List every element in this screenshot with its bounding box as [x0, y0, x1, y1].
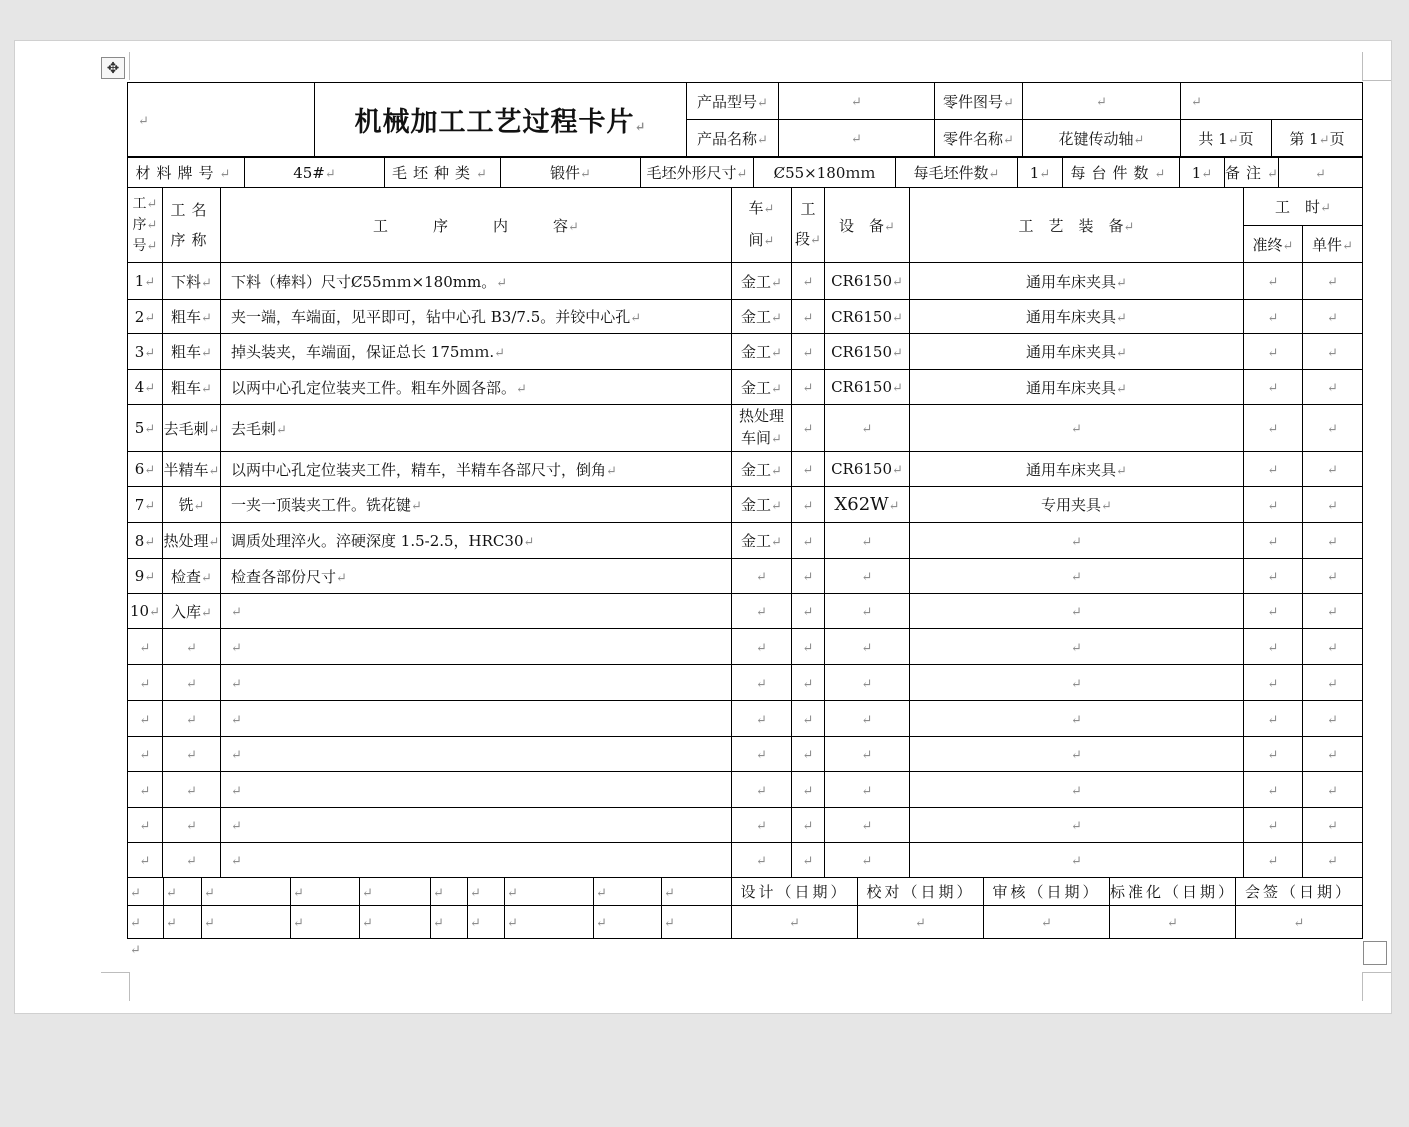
row-equipment-cell[interactable]: ↵	[825, 523, 910, 559]
col-header-prep: 准终↵	[1244, 226, 1303, 263]
row-name-cell[interactable]: 热处理↵	[163, 523, 221, 559]
row-equipment-cell[interactable]: X62W↵	[825, 487, 910, 523]
row-name-cell[interactable]: 下料↵	[163, 263, 221, 300]
signoff-standard-label: 标准化（日期）	[1110, 878, 1236, 906]
row-equipment-cell[interactable]: ↵	[825, 629, 910, 665]
row-name-cell[interactable]: 半精车↵	[163, 452, 221, 487]
process-row-empty	[128, 701, 1363, 737]
col-header-name: 工名 序称	[163, 188, 221, 263]
row-name-cell[interactable]: 入库↵	[163, 594, 221, 629]
signoff-blank-cell[interactable]: ↵	[594, 878, 662, 906]
signoff-blank-cell[interactable]: ↵	[128, 878, 164, 906]
row-equipment-cell[interactable]: ↵	[825, 808, 910, 843]
row-unit-cell[interactable]: ↵	[1303, 370, 1363, 405]
row-content-cell[interactable]: 以两中心孔定位装夹工件。粗车外圆各部。↵	[221, 370, 732, 405]
signoff-check-label: 校对（日期）	[858, 878, 984, 906]
row-content-cell[interactable]: ↵	[221, 843, 732, 878]
remarks-label: 备注↵	[1225, 158, 1279, 188]
row-workshop-cell[interactable]: ↵	[732, 808, 792, 843]
row-unit-cell[interactable]: ↵	[1303, 843, 1363, 878]
row-prep-cell[interactable]: ↵	[1244, 594, 1303, 629]
row-no-cell[interactable]: 8↵	[128, 523, 163, 559]
row-no-cell[interactable]: 3↵	[128, 334, 163, 370]
row-prep-cell[interactable]: ↵	[1244, 452, 1303, 487]
row-unit-cell[interactable]: ↵	[1303, 523, 1363, 559]
signoff-table	[127, 877, 1363, 939]
row-equipment-cell[interactable]: ↵	[825, 843, 910, 878]
row-tooling-cell[interactable]: ↵	[910, 772, 1244, 808]
process-row	[128, 334, 1363, 370]
signoff-blank-cell[interactable]: ↵	[202, 878, 291, 906]
col-header-equipment: 设 备↵	[825, 188, 910, 263]
row-unit-cell[interactable]: ↵	[1303, 701, 1363, 737]
row-content-cell[interactable]: 调质处理淬火。淬硬深度 1.5-2.5，HRC30↵	[221, 523, 732, 559]
row-equipment-cell[interactable]: CR6150↵	[825, 300, 910, 334]
row-unit-cell[interactable]: ↵	[1303, 263, 1363, 300]
row-equipment-cell[interactable]: ↵	[825, 701, 910, 737]
col-header-workshop: 车↵ 间↵	[732, 188, 792, 263]
col-header-unit: 单件↵	[1303, 226, 1363, 263]
row-content-cell[interactable]: ↵	[221, 629, 732, 665]
row-tooling-cell[interactable]: 通用车床夹具↵	[910, 370, 1244, 405]
row-no-cell[interactable]: ↵	[128, 737, 163, 772]
row-no-cell[interactable]: 10↵	[128, 594, 163, 629]
process-row	[128, 452, 1363, 487]
row-no-cell[interactable]: ↵	[128, 843, 163, 878]
col-header-section: 工 段↵	[792, 188, 825, 263]
process-table	[127, 187, 1363, 878]
row-content-cell[interactable]: 夹一端，车端面，见平即可，钻中心孔 B3/7.5。并铰中心孔↵	[221, 300, 732, 334]
row-name-cell[interactable]: ↵	[163, 665, 221, 701]
row-prep-cell[interactable]: ↵	[1244, 559, 1303, 594]
row-unit-cell[interactable]: ↵	[1303, 737, 1363, 772]
row-workshop-cell[interactable]: 金工↵	[732, 487, 792, 523]
row-prep-cell[interactable]: ↵	[1244, 487, 1303, 523]
process-row	[128, 487, 1363, 523]
per-machine-label: 每台件数↵	[1063, 158, 1180, 188]
paragraph-mark: ↵	[130, 943, 141, 958]
row-name-cell[interactable]: 去毛刺↵	[163, 405, 221, 452]
row-name-cell[interactable]: 粗车↵	[163, 370, 221, 405]
signoff-date-field[interactable]: ↵	[1110, 906, 1236, 939]
row-tooling-cell[interactable]: ↵	[910, 737, 1244, 772]
signoff-blank-cell[interactable]: ↵	[662, 906, 732, 939]
row-unit-cell[interactable]: ↵	[1303, 808, 1363, 843]
row-section-cell[interactable]: ↵	[792, 334, 825, 370]
col-header-no: 工↵ 序↵ 号↵	[128, 188, 163, 263]
row-content-cell[interactable]: 掉头装夹，车端面，保证总长 175ｍｍ.↵	[221, 334, 732, 370]
row-unit-cell[interactable]: ↵	[1303, 300, 1363, 334]
row-section-cell[interactable]: ↵	[792, 808, 825, 843]
col-header-hours: 工 时↵	[1244, 188, 1363, 226]
row-tooling-cell[interactable]: ↵	[910, 701, 1244, 737]
row-workshop-cell[interactable]: 金工↵	[732, 334, 792, 370]
row-workshop-cell[interactable]: ↵	[732, 772, 792, 808]
product-name-field[interactable]: ↵	[779, 120, 935, 157]
row-no-cell[interactable]: 2↵	[128, 300, 163, 334]
col-header-tooling: 工 艺 装 备↵	[910, 188, 1244, 263]
signoff-blank-cell[interactable]: ↵	[594, 906, 662, 939]
row-content-cell[interactable]: ↵	[221, 772, 732, 808]
per-blank-field[interactable]: 1↵	[1018, 158, 1063, 188]
row-prep-cell[interactable]: ↵	[1244, 665, 1303, 701]
row-tooling-cell[interactable]: ↵	[910, 559, 1244, 594]
row-prep-cell[interactable]: ↵	[1244, 334, 1303, 370]
row-no-cell[interactable]: ↵	[128, 772, 163, 808]
margin-mark-bottom-left	[101, 972, 130, 1001]
row-no-cell[interactable]: 6↵	[128, 452, 163, 487]
row-section-cell[interactable]: ↵	[792, 405, 825, 452]
row-prep-cell[interactable]: ↵	[1244, 808, 1303, 843]
row-unit-cell[interactable]: ↵	[1303, 559, 1363, 594]
row-unit-cell[interactable]: ↵	[1303, 487, 1363, 523]
row-workshop-cell[interactable]: ↵	[732, 701, 792, 737]
row-content-cell[interactable]: 去毛刺↵	[221, 405, 732, 452]
part-drawing-field[interactable]: ↵	[1023, 83, 1181, 120]
row-tooling-cell[interactable]: ↵	[910, 808, 1244, 843]
row-section-cell[interactable]: ↵	[792, 523, 825, 559]
row-workshop-cell[interactable]: ↵	[732, 594, 792, 629]
signoff-blank-cell[interactable]: ↵	[164, 906, 202, 939]
process-row	[128, 300, 1363, 334]
row-content-cell[interactable]: ↵	[221, 701, 732, 737]
row-equipment-cell[interactable]: ↵	[825, 737, 910, 772]
row-section-cell[interactable]: ↵	[792, 665, 825, 701]
row-workshop-cell[interactable]: 热处理车间↵	[732, 405, 792, 452]
blank-type-label: 毛坯种类↵	[385, 158, 501, 188]
signoff-blank-cell[interactable]: ↵	[431, 906, 468, 939]
process-row-empty	[128, 772, 1363, 808]
per-blank-label: 每毛坯件数↵	[896, 158, 1018, 188]
row-prep-cell[interactable]: ↵	[1244, 370, 1303, 405]
row-section-cell[interactable]: ↵	[792, 701, 825, 737]
row-tooling-cell[interactable]: ↵	[910, 665, 1244, 701]
signoff-blank-cell[interactable]: ↵	[202, 906, 291, 939]
row-section-cell[interactable]: ↵	[792, 487, 825, 523]
signoff-countersign-label: 会签（日期）	[1236, 878, 1363, 906]
process-row	[128, 559, 1363, 594]
process-row	[128, 405, 1363, 452]
row-unit-cell[interactable]: ↵	[1303, 452, 1363, 487]
signoff-blank-cell[interactable]: ↵	[431, 878, 468, 906]
signoff-design-label: 设计（日期）	[732, 878, 858, 906]
material-field[interactable]: 45#↵	[245, 158, 385, 188]
row-equipment-cell[interactable]: ↵	[825, 559, 910, 594]
remarks-field[interactable]: ↵	[1279, 158, 1363, 188]
row-name-cell[interactable]: ↵	[163, 629, 221, 665]
row-tooling-cell[interactable]: ↵	[910, 405, 1244, 452]
margin-mark-bottom-right	[1362, 972, 1391, 1001]
process-row-empty	[128, 843, 1363, 878]
row-prep-cell[interactable]: ↵	[1244, 405, 1303, 452]
row-equipment-cell[interactable]: CR6150↵	[825, 452, 910, 487]
material-row-table	[127, 157, 1363, 188]
row-section-cell[interactable]: ↵	[792, 737, 825, 772]
process-row	[128, 370, 1363, 405]
row-tooling-cell[interactable]: ↵	[910, 523, 1244, 559]
row-no-cell[interactable]: 4↵	[128, 370, 163, 405]
row-section-cell[interactable]: ↵	[792, 559, 825, 594]
process-row	[128, 594, 1363, 629]
row-tooling-cell[interactable]: ↵	[910, 629, 1244, 665]
row-no-cell[interactable]: 7↵	[128, 487, 163, 523]
row-content-cell[interactable]: 一夹一顶装夹工件。铣花键↵	[221, 487, 732, 523]
row-name-cell[interactable]: 粗车↵	[163, 334, 221, 370]
row-name-cell[interactable]: 检查↵	[163, 559, 221, 594]
signoff-blank-cell[interactable]: ↵	[360, 906, 431, 939]
row-prep-cell[interactable]: ↵	[1244, 300, 1303, 334]
process-row-empty	[128, 665, 1363, 701]
header-blank-cell[interactable]: ↵	[128, 83, 315, 157]
row-tooling-cell[interactable]: ↵	[910, 594, 1244, 629]
process-row-empty	[128, 808, 1363, 843]
row-tooling-cell[interactable]: 专用夹具↵	[910, 487, 1244, 523]
row-tooling-cell[interactable]: ↵	[910, 843, 1244, 878]
row-workshop-cell[interactable]: ↵	[732, 737, 792, 772]
row-equipment-cell[interactable]: ↵	[825, 594, 910, 629]
process-row	[128, 523, 1363, 559]
signoff-blank-cell[interactable]: ↵	[505, 878, 594, 906]
row-section-cell[interactable]: ↵	[792, 300, 825, 334]
row-prep-cell[interactable]: ↵	[1244, 523, 1303, 559]
row-prep-cell[interactable]: ↵	[1244, 772, 1303, 808]
part-name-field[interactable]: 花键传动轴↵	[1023, 120, 1181, 157]
row-equipment-cell[interactable]: CR6150↵	[825, 334, 910, 370]
row-workshop-cell[interactable]: 金工↵	[732, 300, 792, 334]
signoff-blank-cell[interactable]: ↵	[468, 906, 505, 939]
row-name-cell[interactable]: ↵	[163, 737, 221, 772]
blank-size-label: 毛坯外形尺寸↵	[641, 158, 754, 188]
process-row-empty	[128, 629, 1363, 665]
signoff-date-field[interactable]: ↵	[858, 906, 984, 939]
row-unit-cell[interactable]: ↵	[1303, 334, 1363, 370]
row-content-cell[interactable]: ↵	[221, 594, 732, 629]
row-prep-cell[interactable]: ↵	[1244, 263, 1303, 300]
row-no-cell[interactable]: ↵	[128, 629, 163, 665]
row-no-cell[interactable]: 5↵	[128, 405, 163, 452]
table-resize-handle[interactable]	[1363, 941, 1387, 965]
row-content-cell[interactable]: ↵	[221, 737, 732, 772]
signoff-date-field[interactable]: ↵	[1236, 906, 1363, 939]
row-name-cell[interactable]: ↵	[163, 772, 221, 808]
row-no-cell[interactable]: ↵	[128, 665, 163, 701]
page-total-cell[interactable]: 共 1↵页	[1181, 120, 1272, 157]
col-header-content: 工 序 内 容↵	[221, 188, 732, 263]
per-machine-field[interactable]: 1↵	[1180, 158, 1225, 188]
signoff-blank-cell[interactable]: ↵	[505, 906, 594, 939]
row-name-cell[interactable]: 粗车↵	[163, 300, 221, 334]
process-row-empty	[128, 737, 1363, 772]
page-title: 机械加工工艺过程卡片↵	[315, 83, 687, 157]
row-no-cell[interactable]: ↵	[128, 808, 163, 843]
row-content-cell[interactable]: 下料（棒料）尺寸Ȼ55ｍｍ×180mm。↵	[221, 263, 732, 300]
row-equipment-cell[interactable]: CR6150↵	[825, 370, 910, 405]
row-section-cell[interactable]: ↵	[792, 772, 825, 808]
signoff-blank-cell[interactable]: ↵	[360, 878, 431, 906]
row-workshop-cell[interactable]: 金工↵	[732, 523, 792, 559]
row-workshop-cell[interactable]: ↵	[732, 843, 792, 878]
row-name-cell[interactable]: ↵	[163, 808, 221, 843]
row-unit-cell[interactable]: ↵	[1303, 594, 1363, 629]
row-workshop-cell[interactable]: 金工↵	[732, 263, 792, 300]
row-unit-cell[interactable]: ↵	[1303, 629, 1363, 665]
card-header-table	[127, 82, 1363, 157]
row-equipment-cell[interactable]: ↵	[825, 772, 910, 808]
row-tooling-cell[interactable]: 通用车床夹具↵	[910, 263, 1244, 300]
part-drawing-label: 零件图号↵	[935, 83, 1023, 120]
material-label: 材料牌号↵	[128, 158, 245, 188]
product-model-label: 产品型号↵	[687, 83, 779, 120]
row-tooling-cell[interactable]: 通用车床夹具↵	[910, 300, 1244, 334]
row-name-cell[interactable]: ↵	[163, 701, 221, 737]
row-equipment-cell[interactable]: CR6150↵	[825, 263, 910, 300]
row-workshop-cell[interactable]: 金工↵	[732, 452, 792, 487]
product-model-field[interactable]: ↵	[779, 83, 935, 120]
row-no-cell[interactable]: ↵	[128, 701, 163, 737]
signoff-blank-cell[interactable]: ↵	[291, 906, 360, 939]
row-no-cell[interactable]: 9↵	[128, 559, 163, 594]
row-section-cell[interactable]: ↵	[792, 594, 825, 629]
row-name-cell[interactable]: 铣↵	[163, 487, 221, 523]
row-section-cell[interactable]: ↵	[792, 370, 825, 405]
row-prep-cell[interactable]: ↵	[1244, 737, 1303, 772]
row-section-cell[interactable]: ↵	[792, 263, 825, 300]
page-current-cell[interactable]: 第 1↵页	[1272, 120, 1363, 157]
row-workshop-cell[interactable]: 金工↵	[732, 370, 792, 405]
row-content-cell[interactable]: ↵	[221, 665, 732, 701]
row-equipment-cell[interactable]: ↵	[825, 405, 910, 452]
row-content-cell[interactable]: 检查各部份尺寸↵	[221, 559, 732, 594]
row-unit-cell[interactable]: ↵	[1303, 665, 1363, 701]
signoff-blank-cell[interactable]: ↵	[164, 878, 202, 906]
row-content-cell[interactable]: 以两中心孔定位装夹工件，精车，半精车各部尺寸，倒角↵	[221, 452, 732, 487]
row-section-cell[interactable]: ↵	[792, 452, 825, 487]
row-prep-cell[interactable]: ↵	[1244, 843, 1303, 878]
part-name-label: 零件名称↵	[935, 120, 1023, 157]
row-section-cell[interactable]: ↵	[792, 629, 825, 665]
table-move-handle-icon[interactable]: ✥	[101, 57, 125, 79]
header-extra-field[interactable]: ↵	[1181, 83, 1363, 120]
row-name-cell[interactable]: ↵	[163, 843, 221, 878]
signoff-date-field[interactable]: ↵	[732, 906, 858, 939]
row-content-cell[interactable]: ↵	[221, 808, 732, 843]
margin-mark-top-right	[1362, 52, 1391, 81]
row-equipment-cell[interactable]: ↵	[825, 665, 910, 701]
row-workshop-cell[interactable]: ↵	[732, 629, 792, 665]
process-row	[128, 263, 1363, 300]
signoff-blank-cell[interactable]: ↵	[128, 906, 164, 939]
row-unit-cell[interactable]: ↵	[1303, 772, 1363, 808]
row-workshop-cell[interactable]: ↵	[732, 559, 792, 594]
row-prep-cell[interactable]: ↵	[1244, 701, 1303, 737]
signoff-review-label: 审核（日期）	[984, 878, 1110, 906]
row-tooling-cell[interactable]: 通用车床夹具↵	[910, 334, 1244, 370]
signoff-blank-cell[interactable]: ↵	[468, 878, 505, 906]
row-section-cell[interactable]: ↵	[792, 843, 825, 878]
blank-type-field[interactable]: 锻件↵	[501, 158, 641, 188]
row-no-cell[interactable]: 1↵	[128, 263, 163, 300]
row-unit-cell[interactable]: ↵	[1303, 405, 1363, 452]
row-prep-cell[interactable]: ↵	[1244, 629, 1303, 665]
row-workshop-cell[interactable]: ↵	[732, 665, 792, 701]
blank-size-field[interactable]: Ȼ55×180ｍｍ	[754, 158, 896, 188]
product-name-label: 产品名称↵	[687, 120, 779, 157]
signoff-blank-cell[interactable]: ↵	[291, 878, 360, 906]
row-tooling-cell[interactable]: 通用车床夹具↵	[910, 452, 1244, 487]
signoff-date-field[interactable]: ↵	[984, 906, 1110, 939]
signoff-blank-cell[interactable]: ↵	[662, 878, 732, 906]
